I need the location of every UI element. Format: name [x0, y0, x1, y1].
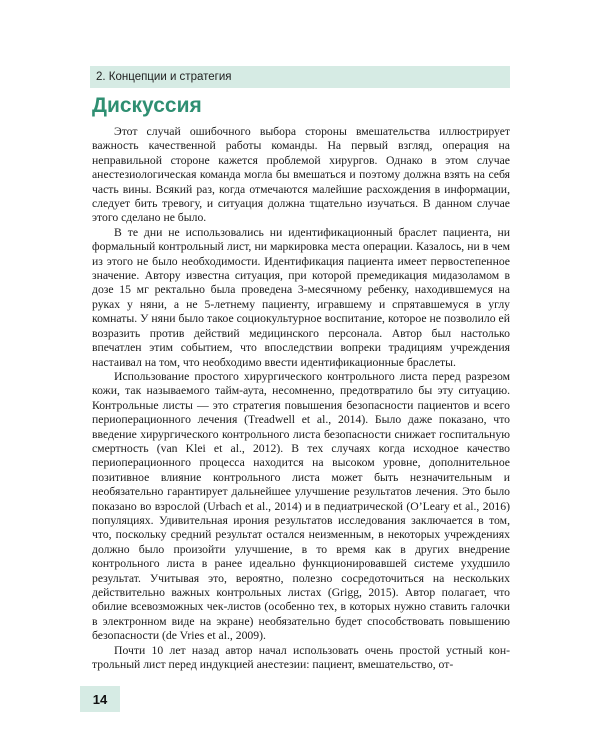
page-number: 14: [92, 691, 108, 707]
paragraph-2: В те дни не использовались ни идентификационный браслет пациента, ни формальный контрольный лист, ни маркировка места операции. Казалось, ни в чем из этого не было необходимости. Идентификация пациента имеет первостепенное значение. Автору известна ситуация, при которой премедикация мидазоламом в дозе 15 мг ректально была проведена 3-месячному ребенку, находившемуся на руках у няни, а не 5-летнему пациенту, игравшему и спрятавшемуся в углу комнаты. У няни было такое социокультурное воспитание, которое не позволило ей возразить против действий медицинского персонала. Автор был настолько впечатлен этим событием, что впоследствии вопреки традициям учреждения настаивал на том, что необходимо ввести идентификационные браслеты.: [92, 225, 510, 369]
chapter-header-bar: [90, 66, 510, 88]
paragraph-1: Этот случай ошибочного выбора стороны вмешательства иллюстрирует важность качественной работы команды. На первый взгляд, операция на неправильной стороне кажется проблемой хирургов. Однако в этом случае анестезиологическая команда могла бы вмешаться и поэтому должна взять на себя часть вины. Всякий раз, когда отмечаются малейшие расхождения в информации, следует бить тревогу, и ситуация должна тщательно изучаться. В данном случае этого сделано не было.: [92, 125, 510, 225]
paragraph-3: Использование простого хирургического контрольного листа перед разрезом кожи, так называемого тайм-аута, несомненно, предотвратило бы эту ситуацию. Контрольные листы — это стратегия повышения безопасности пациентов и всего периоперационного лечения (Treadwell et al., 2014). Было даже показано, что введение хирургического контрольного листа безопасности снижает госпитальную смертность (van Klei et al., 2012). В тех случаях когда исходное качество периоперационного процесса находится на высоком уровне, дополнительное позитивное влияние контрольного листа может быть незначительным и необязательно гарантирует дальнейшее улучшение результатов лечения. Это было показано во взрослой (Urbach et al., 2014) и в педиатрической (O’Leary et al., 2016) популяциях. Удивительная ирония результатов исследования заключается в том, что, поскольку средний результат остался неизменным, в некоторых учреждениях должно было произойти улучшение, в то время как в других внедрение контрольного листа в ранее идеально функционировавшей системе ухудшило результат. Учитывая это, вероятно, полезно сосредоточиться на нескольких действительно важных контрольных листах (Grigg, 2015). Автор полагает, что обилие всевозможных чек-листов (особенно тех, в которых нужно ставить галочки в электронном виде на экране) необязательно будет способствовать повышению безопасности (de Vries et al., 2009).: [92, 369, 510, 643]
chapter-title: 2. Концепции и стратегия: [96, 71, 232, 83]
section-title: Дискуссия: [92, 94, 202, 117]
paragraph-4: Почти 10 лет назад автор начал использовать очень простой устный контрольный лист перед индукцией анестезии: пациент, вмешательство, от-: [92, 643, 510, 672]
page-number-box: [80, 686, 120, 712]
article-body: [92, 125, 510, 672]
